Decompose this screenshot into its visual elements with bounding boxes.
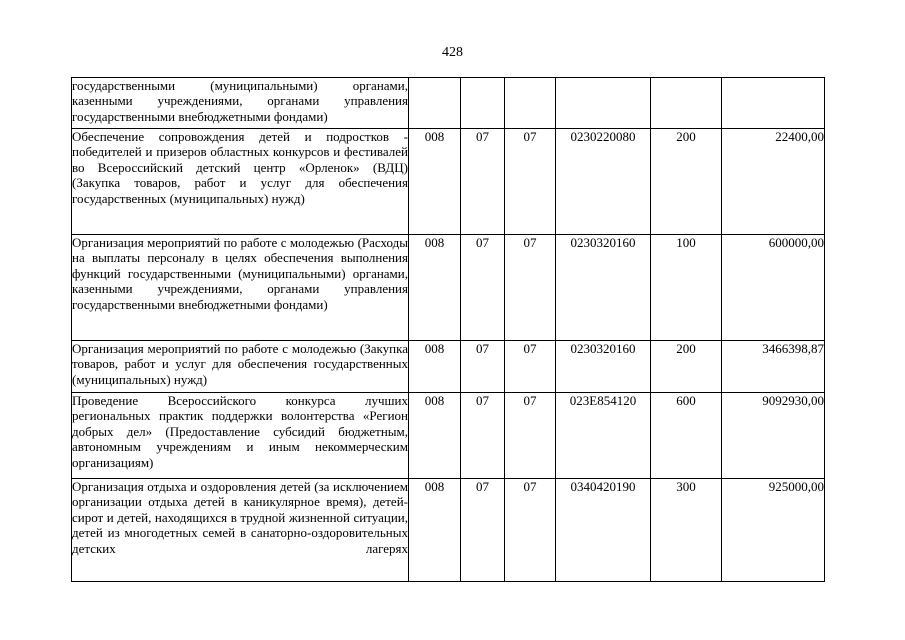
cell-vr: 600: [651, 393, 722, 479]
cell-rz: 07: [461, 479, 505, 582]
cell-pr: 07: [505, 341, 556, 393]
table-row: [72, 78, 825, 129]
row-description: Организация мероприятий по работе с молодежью (Закупка товаров, работ и услуг для обеспечения государственных (муниципальных) нужд): [72, 341, 409, 393]
table-row: [72, 129, 825, 235]
cell-sum: 22400,00: [722, 129, 825, 235]
cell-pr: 07: [505, 235, 556, 341]
cell-csr: 0230320160: [556, 341, 651, 393]
row-description: Организация отдыха и оздоровления детей (за исключением организации отдыха детей в каникулярное время), детей-сирот и детей, находящихся в трудной жизненной ситуации, детей из многодетных семей в санаторно-оздоровительных детских лагерях: [72, 479, 409, 582]
cell-vr: 100: [651, 235, 722, 341]
cell-sum: 3466398,87: [722, 341, 825, 393]
row-description: государственными (муниципальными) органами, казенными учреждениями, органами управления государственными внебюджетными фондами): [72, 78, 409, 129]
budget-table: [71, 77, 825, 582]
cell-rz: 07: [461, 235, 505, 341]
cell-csr: 0230220080: [556, 129, 651, 235]
cell-ved: [409, 78, 461, 129]
cell-pr: 07: [505, 129, 556, 235]
cell-ved: 008: [409, 341, 461, 393]
cell-sum: 925000,00: [722, 479, 825, 582]
cell-csr: [556, 78, 651, 129]
cell-vr: [651, 78, 722, 129]
cell-ved: 008: [409, 393, 461, 479]
cell-pr: 07: [505, 393, 556, 479]
cell-rz: 07: [461, 341, 505, 393]
page-number: 428: [442, 45, 463, 60]
cell-sum: 9092930,00: [722, 393, 825, 479]
cell-vr: 200: [651, 129, 722, 235]
cell-rz: 07: [461, 129, 505, 235]
cell-vr: 200: [651, 341, 722, 393]
table-row: [72, 479, 825, 582]
table-row: [72, 341, 825, 393]
cell-rz: 07: [461, 393, 505, 479]
cell-pr: [505, 78, 556, 129]
table-row: [72, 393, 825, 479]
cell-ved: 008: [409, 479, 461, 582]
cell-sum: 600000,00: [722, 235, 825, 341]
cell-rz: [461, 78, 505, 129]
cell-sum: [722, 78, 825, 129]
cell-csr: 023E854120: [556, 393, 651, 479]
cell-ved: 008: [409, 235, 461, 341]
cell-pr: 07: [505, 479, 556, 582]
cell-csr: 0340420190: [556, 479, 651, 582]
row-description: Обеспечение сопровождения детей и подростков - победителей и призеров областных конкурсов и фестивалей во Всероссийский детский центр «Орленок» (ВДЦ) (Закупка товаров, работ и услуг для обеспечения государственных (муниципальных) нужд): [72, 129, 409, 235]
cell-vr: 300: [651, 479, 722, 582]
cell-ved: 008: [409, 129, 461, 235]
row-description: Проведение Всероссийского конкурса лучших региональных практик поддержки волонтерства «Регион добрых дел» (Предоставление субсидий бюджетным, автономным учреждениям и иным некоммерческим организациям): [72, 393, 409, 479]
cell-csr: 0230320160: [556, 235, 651, 341]
table-row: [72, 235, 825, 341]
row-description: Организация мероприятий по работе с молодежью (Расходы на выплаты персоналу в целях обеспечения выполнения функций государственными (муниципальными) органами, казенными учреждениями, органами управления государственными внебюджетными фондами): [72, 235, 409, 341]
